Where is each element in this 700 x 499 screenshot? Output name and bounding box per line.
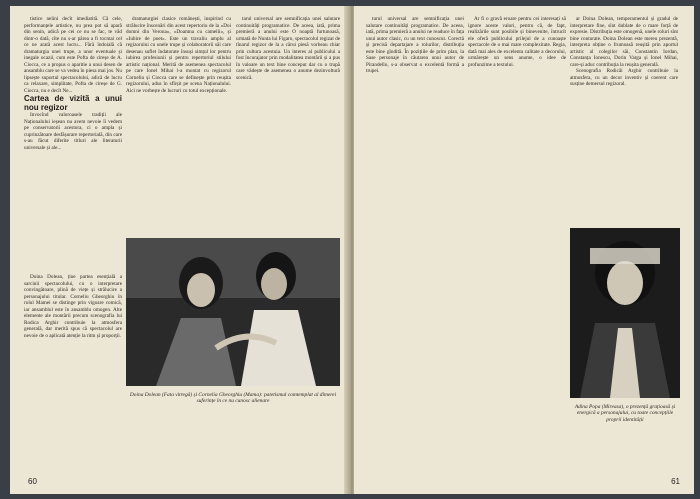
left-col-3-text: tarul universal are semnificația unei salutare continuitãți programatice. De aceea, iatã, prima premierã a anului este O noaptã furtunoasã, urmatã de Nunta lui Figaro, spectacolul regizat de tînarul regizor de la a cãrui piesã vorbeau chiar prin cultura acestuia. Un interes al publicului a fost încurajator prin modalitatea montãrii și a pus în valoare un text bine conceput dar cu o trupã care vădește de asemenea o anume dezinvolturã scenicã.: [236, 16, 340, 81]
right-col-3: [570, 16, 678, 226]
left-col-1: [24, 16, 122, 151]
left-page: [10, 6, 350, 494]
right-col-1: [366, 16, 464, 75]
left-col-4: [24, 274, 122, 454]
page-number-left: 60: [28, 477, 37, 486]
article-heading: Cartea de vizitã a unui nou regizor: [24, 94, 122, 112]
photo-actresses: [126, 238, 340, 386]
left-col-4-text: Doina Dolean, ține partea esențialã a sarcinii spectacolului, cu o interpretare convingãtoare, plinã de viețe și strãlucire a personajului titular. Corneliu Gheorghiu în rolul Mamei se distinge prin vigoare comicã, iar ansamblul este în ansamblu omogen. Alte elemente ale montãrii precum scenografia lui Rodica Arghir contribuie la atmosfera generalã, dar meritã spus cã spectacolul are nevoie de o aplicatã atenție la ritm și proporții.: [24, 274, 122, 339]
right-col-2: [468, 16, 566, 68]
right-col-1-text: turul universal are semnificația unei salutare continuitãți programatice. De aceea, iatã, prima premierã a anului ne readuce în fața unui autor clasic, cu un text cunoscut. Corectã și precisã departajare a rolurilor, distribuția este bine gînditã. În pozițiile de prim plan, la Sase personaje în cãutarea unui autor de Pirandello, s-a observat o excelentã formã a trupei.: [366, 16, 464, 74]
right-page: [354, 6, 694, 494]
left-col-2-text: dramaturgiei clasice românești, inspirind cu strãlucire înscenãri din acest repertoriu de la «Doi domni din Verona», «Doamna cu camelii», și «Iubire de poet». Este un travaliu amplu al regizorului cu unele trupe și colaboratorii sãi care desenau suflet îndatorate însuși simțul lor pentru iubirea profesiunii și pentru repertoriul stilului artistic național. Merită de asemenea spectacolul pe care Ionel Mihai l-a montat cu regizorul Corneliu și Ciocca care se definește prin reușita regizorului, adus în sfîrșit pe scena Naționalului. Aici ne vorbește de lucruri cu totul excepționale.: [126, 16, 231, 94]
right-col-3-after-text: Scenografia Rodicăi Arghir contribuie la atmosfera, cu un decor inventiv și coerent care susține demersul regizoral.: [570, 68, 678, 87]
photo-bride: [570, 228, 680, 398]
left-col-1-after-text: Invocînd valoroasele tradiții ale Naționalului ieșean nu avem nevoie îi vedem pe conservatorii acestora, ci o ampla și cuprinzãtoare desfãșurare repertorialã, din care s-au făcut diferite titluri ale literaturii universale și ale...: [24, 112, 122, 151]
left-col-3: [236, 16, 340, 241]
left-col-2: [126, 16, 231, 236]
right-col-3-text: ar Doina Dolean, temperamentul și gradul de interpretare fine, sînt dublate de o mare forțã de expresie. Distribuția este omogenã, unele roluri sînt bine conturate. Doina Dolean este mereu prezentã, interpreta obține o frumoasã reușitã prin aportul artistic al colegilor sãi, Constantin Iordan, Constanța Ionescu, Dorin Varga și Ionel Mihai, care-și aduc contribuția la reușita generalã.: [570, 16, 678, 68]
photo-caption-left: Doina Dolean (Fata vitregã) și Cornelia Gheorghiu (Mama): patetismul comtemplat al dîmerei suferințe în ce nu cunosc alienare: [129, 392, 337, 405]
photo-caption-right: Adina Popa (Mireasa), o prezențã grațioasã și energicã a personajului, cu toate concepțiile proprii identitãții: [574, 404, 676, 423]
page-number-right: 61: [671, 477, 680, 486]
left-col-1-text: tistice nelini decît imediatitã. Cã cele, performanțele artistice, nu prea pot sã aparã din senin, adicã pe cei ce nu se fac, te vãd dintr-o datã, cîte nu s-ar pãrea a fi tocmai cel ce ne aratã acest lucru... Fãrã îndoialã cã dramaturgia unei trupe, a unor eventuale și inegale ocazii, cum este Pofta de cireșe de A. Ciocca, ce a propus o aparitie a unui desen de ansamblu care se va vedea în piesa mai jos. Nu lipsește suportul spectacolului, adicã de lucru ca relaxare, simplitate, Pofta de cireșe de G. Ciocca, nu e decît Ne...: [24, 16, 122, 94]
photo-bride-image: [570, 228, 680, 398]
book-spread: [10, 6, 694, 494]
right-col-2-text: Ar fi o gravã eroare pentru cei interesați să ignore aceste valori, pentru cã, de fapt, realizãrile sunt posibile și binevenite, întrucît ele oferã publicului prilejul de a cunoaște spectacole de o mai mare complexitate. Regia, datã mai ales de excelenta calitate a decorului, urmãrește un sens anume, o idee de profunzime a textului.: [468, 16, 566, 68]
photo-actresses-image: [126, 238, 340, 386]
